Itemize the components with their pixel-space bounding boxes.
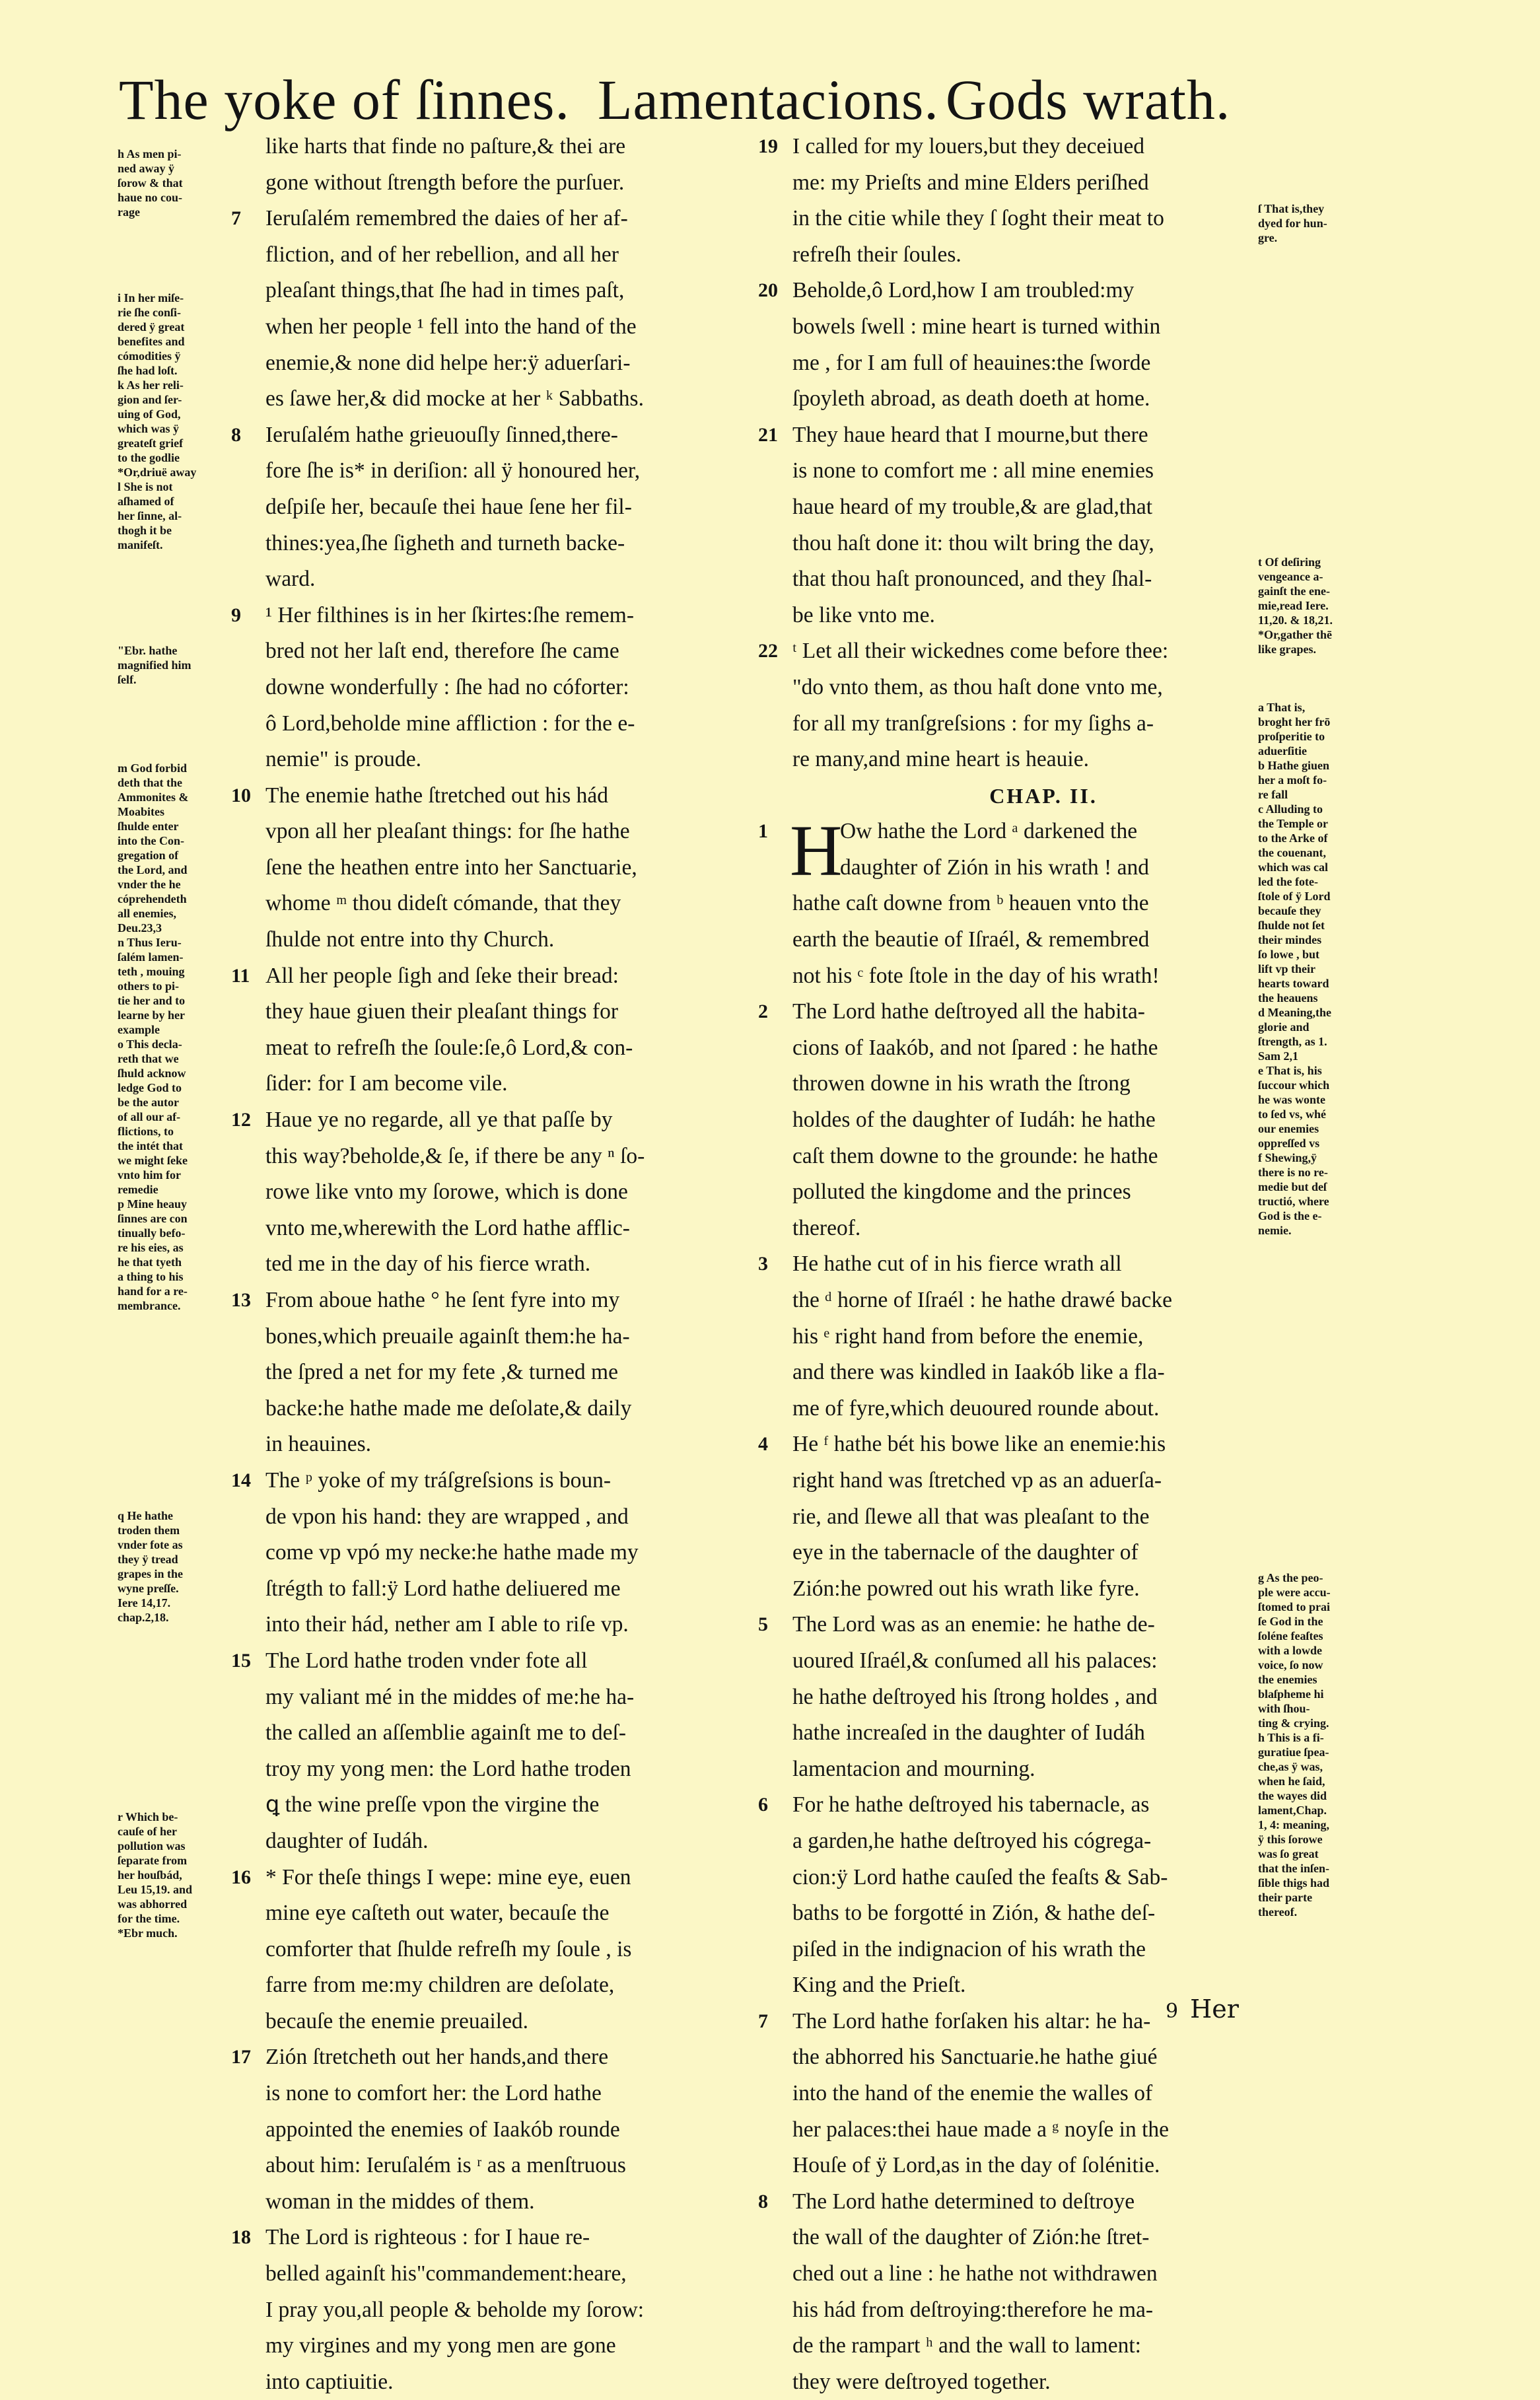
verse-number: 8 [231,423,241,446]
text-line [265,1535,764,1571]
line-text: lamentacion and mourning. [792,1756,1035,1781]
text-line [265,1355,764,1391]
running-head-left: The yoke of ſinnes. [119,68,570,131]
text-line [265,2256,764,2292]
text-line [265,273,764,309]
verse-number: 11 [231,964,250,987]
line-text: refreſh their ſoules. [792,242,962,267]
line-text: * For theſe things I wepe: mine eye, euen [265,1864,631,1889]
text-line [265,237,764,273]
right-column-verses-chapter-1 [758,129,1294,778]
verse-number: 15 [231,1649,251,1672]
text-line [265,1823,764,1860]
line-text: the called an aſſemblie againſt me to deſ- [265,1720,627,1746]
line-text: haue heard of my trouble,& are glad,that [792,494,1153,519]
text-line [792,345,1294,382]
text-line [758,994,1294,1030]
text-line [792,1679,1294,1716]
line-text: in the citie while they ſ ſoght their meat to [792,206,1164,231]
text-line [231,598,764,634]
verse-number: 8 [758,2190,768,2212]
line-text: the wall of the daughter of Zión:he ſtret- [792,2225,1150,2250]
line-text: into the hand of the enemie the walles of [792,2081,1153,2106]
line-text: troy my yong men: the Lord hathe troden [265,1756,631,1781]
verse-number: 16 [231,1866,251,1888]
line-text: comforter that ſhulde refreſh my ſoule , is [265,1936,632,1961]
text-line [792,1355,1294,1391]
line-text: bred not her laſt end, therefore ſhe came [265,639,619,664]
line-text: King and the Prieſt. [792,1973,966,1998]
text-line [758,1246,1294,1283]
text-line [265,814,764,850]
text-line [792,2328,1294,2364]
text-line [792,489,1294,526]
margin-note-left: m God forbid deth that the Ammonites & Moabites ſhulde enter into the Con- gregation of the Lord, and vnder the he cóprehendeth all enemies, Deu.23,3 n Thus Ieru- ſalém lamen- teth , mouing others to pi- tie her and to learne by her example o This decla- reth that we ſhuld acknow ledge God to be the autor of all our af- flictions, to the intét that we might ſeke vnto him for remedie p Mine heauy ſinnes are con tinually befo- re his eies, as he that tyeth a thing to his hand for a re- membrance. [118,761,189,1312]
text-line [265,1715,764,1751]
line-text: ꝗ the wine preſſe vpon the virgine the [265,1792,600,1818]
text-line [265,1967,764,2004]
text-line [231,1102,764,1139]
text-line [265,742,764,778]
line-text: cion:ÿ Lord hathe cauſed the feaſts & Sab- [792,1864,1168,1889]
line-text: caſt them downe to the grounde: he hathe [792,1143,1158,1168]
text-line [265,1679,764,1716]
line-text: eye in the tabernacle of the daughter of [792,1540,1138,1565]
line-text: hathe caſt downe from ᵇ heauen vnto the [792,891,1149,916]
text-line [792,1860,1294,1896]
line-text: Beholde,ô Lord,how I am troubled:my [792,278,1135,303]
line-text: earth the beautie of Iſraél, & remembred [792,927,1150,952]
text-line [265,2004,764,2040]
text-line [265,381,764,417]
line-text: I called for my louers,but they deceiued [792,134,1145,159]
line-text: he hathe deſtroyed his ſtrong holdes , and [792,1684,1158,1709]
text-line [265,309,764,345]
line-text: ᵗ Let all their wickednes come before thee: [792,639,1169,664]
text-line [792,1102,1294,1139]
line-text: thou haſt done it: thou wilt bring the day, [792,530,1154,555]
line-text: downe wonderfully : ſhe had no cóforter: [265,674,629,699]
line-text: es ſawe her,& did mocke at her ᵏ Sabbaths. [265,386,644,411]
text-line [792,526,1294,562]
line-text: The Lord hathe deſtroyed all the habita- [792,999,1145,1024]
line-text: into their hád, nether am I able to riſe vp. [265,1612,629,1637]
line-text: "do vnto them, as thou haſt done vnto me, [792,674,1163,699]
text-line [792,561,1294,598]
text-line [231,201,764,237]
text-line [792,1139,1294,1175]
line-text: into captiuitie. [265,2369,394,2394]
text-line [265,561,764,598]
text-line [265,1607,764,1643]
text-line [792,1319,1294,1355]
line-text: re many,and mine heart is heauie. [792,747,1089,772]
margin-note-right: a That is, broght her frō proſperitie to aduerſitie b Hathe giuen her a moſt fo- re fall c Alluding to the Temple or to the Arke of the couenant, which was cal led the fote- ſtole of ÿ Lord becauſe they ſhulde not ſet their mindes ſo lowe , but lift vp their hearts toward the heauens d Meaning,the glorie and ſtrength, as 1. Sam 2,1 e That is, his ſuccour which he was wonte to ſed vs, whé our enemies oppreſſed vs f Shewing,ÿ there is no re- medie but deſ tructió, where God is the e- nemie. [1258,701,1332,1237]
line-text: farre from me:my children are deſolate, [265,1973,615,1998]
line-text: ſhulde not entre into thy Church. [265,927,555,952]
line-text: woman in the middes of them. [265,2189,535,2214]
running-head-center: Lamentacions. [598,68,939,131]
line-text: me , for I am full of heauines:the ſworde [792,350,1151,375]
line-text: me of fyre,which deuoured rounde about. [792,1395,1160,1421]
verse-number: 14 [231,1469,251,1491]
text-line [265,1427,764,1463]
line-text: hathe increaſed in the daughter of Iudáh [792,1720,1145,1746]
verse-number: 3 [758,1253,768,1275]
text-line [792,1499,1294,1535]
text-line [792,1174,1294,1211]
line-text: uoured Iſraél,& conſumed all his palaces: [792,1648,1158,1673]
text-line [265,850,764,886]
catchword-number: 9 [1166,2000,1179,2023]
line-text: thines:yea,ſhe ſigheth and turneth backe- [265,530,625,555]
text-line [758,633,1294,670]
verse-number: 9 [231,604,241,626]
margin-note-left: i In her miſe- rie ſhe conſi- dered ÿ great benefites and cómodities ÿ ſhe had loſt. k As her reli- gion and ſer- uing of God, which was ÿ greateſt grief to the godlie *Or,driuë away l She is not aſhamed of her ſinne, al- thogh it be manifeſt. [118,291,197,551]
text-line [792,850,1294,886]
line-text: The Lord hathe determined to deſtroye [792,2189,1135,2214]
verse-number: 20 [758,279,778,302]
line-text: pleaſant things,that ſhe had in times paſt, [265,278,625,303]
line-text: rie, and ſlewe all that was pleaſant to the [792,1504,1150,1529]
text-line [231,958,764,995]
line-text: the ſpred a net for my fete ,& turned me [265,1360,618,1385]
running-head-right: Gods wrath. [946,68,1231,131]
line-text: They haue heard that I mourne,but there [792,422,1148,447]
line-text: vnto me,wherewith the Lord hathe afflic- [265,1215,630,1240]
line-text: ¹ Her filthines is in her ſkirtes:ſhe remem- [265,602,634,627]
line-text: ſtrégth to fall:ÿ Lord hathe deliuered me [265,1576,621,1601]
line-text: He hathe cut of in his fierce wrath all [792,1252,1122,1277]
text-line [792,2112,1294,2148]
text-line [792,2256,1294,2292]
line-text: holdes of the daughter of Iudáh: he hathe [792,1108,1156,1133]
text-line [265,1751,764,1788]
text-line [758,1427,1294,1463]
line-text: thereof. [792,1215,861,1240]
line-text: The Lord hathe forſaken his altar: he ha- [792,2008,1151,2033]
text-line [792,453,1294,489]
line-text: my valiant mé in the middes of me:he ha- [265,1684,635,1709]
line-text: daughter of Iudáh. [265,1828,429,1853]
margin-note-left: "Ebr. hathe magnified him ſelf. [118,644,192,686]
text-line [265,1932,764,1968]
verse-number: 7 [231,207,241,230]
text-line [792,1211,1294,1247]
line-text: a garden,he hathe deſtroyed his cógrega- [792,1828,1152,1853]
text-line [231,2039,764,2076]
text-line [231,417,764,454]
text-line [792,886,1294,922]
text-line [792,1895,1294,1932]
text-line [231,2220,764,2256]
line-text: fore ſhe is* in deriſion: all ÿ honoured her, [265,458,641,483]
verse-number: 12 [231,1109,251,1131]
margin-note-left: h As men pi- ned away ÿ ſorow & that haue no cou- rage [118,147,183,219]
verse-number: 1 [758,820,768,843]
text-line [792,706,1294,742]
line-text: piſed in the indignacion of his wrath the [792,1936,1146,1961]
text-line [265,1174,764,1211]
catchword-text: Her [1190,1994,1239,2024]
line-text: is none to comfort her: the Lord hathe [265,2081,602,2106]
text-line [792,598,1294,634]
line-text: when her people ¹ fell into the hand of the [265,314,637,339]
text-line [792,1535,1294,1571]
line-text: polluted the kingdome and the princes [792,1180,1131,1205]
text-line [265,2328,764,2364]
verse-number: 19 [758,135,778,157]
text-line [758,273,1294,309]
text-line [792,1463,1294,1499]
text-line [792,1030,1294,1067]
line-text: vpon all her pleaſant things: for ſhe hathe [265,819,630,844]
text-line [265,345,764,382]
text-line [792,201,1294,237]
line-text: rowe like vnto my ſorowe, which is done [265,1180,628,1205]
line-text: the abhorred his Sanctuarie.he hathe giué [792,2045,1158,2070]
text-line [792,1751,1294,1788]
line-text: ched out a line : he hathe not withdrawen [792,2261,1158,2286]
text-line [265,706,764,742]
line-text: The enemie hathe ſtretched out his hád [265,783,609,808]
line-text: appointed the enemies of Iaakób rounde [265,2117,620,2142]
chapter-heading: CHAP. II. [989,783,1098,808]
text-line [265,2292,764,2329]
line-text: fliction, and of her rebellion, and all her [265,242,619,267]
left-text-column [231,129,764,2400]
text-line [792,1391,1294,1427]
text-line [265,165,764,201]
line-text: bones,which preuaile againſt them:he ha- [265,1324,630,1349]
line-text: ward. [265,567,316,592]
text-line [265,922,764,958]
text-line [265,2076,764,2112]
line-text: nemie" is proude. [265,747,422,772]
text-line [265,1139,764,1175]
text-line [792,1932,1294,1968]
line-text: ted me in the day of his fierce wrath. [265,1252,591,1277]
line-text: deſpiſe her, becauſe thei haue ſene her fil- [265,494,632,519]
text-line [758,814,1294,850]
text-line [758,417,1294,454]
line-text: Zión:he powred out his wrath like fyre. [792,1576,1140,1601]
line-text: enemie,& none did helpe her:ÿ aduerſari- [265,350,631,375]
line-text: The ᵖ yoke of my tráſgreſsions is boun- [265,1467,612,1493]
text-line [792,2039,1294,2076]
verse-number: 10 [231,784,251,806]
text-line [792,2364,1294,2400]
line-text: de the rampart ʰ and the wall to lament: [792,2333,1141,2358]
text-line [792,742,1294,778]
right-text-column [758,129,1294,2400]
margin-note-left: r Which be- cauſe of her pollution was ſeparate from her houſbád, Leu 15,19. and was abhorred for the time. *Ebr much. [118,1810,193,1940]
line-text: ô Lord,beholde mine affliction : for the e- [265,711,635,736]
line-text: his hád from deſtroying:therefore he ma- [792,2297,1154,2322]
line-text: bowels ſwell : mine heart is turned within [792,314,1161,339]
line-text: becauſe the enemie preuailed. [265,2008,529,2033]
line-text: not his ᶜ fote ſtole in the day of his wrath! [792,963,1160,988]
line-text: this way?beholde,& ſe, if there be any ⁿ ſo- [265,1143,645,1168]
line-text: whome ᵐ thou dideſt cómande, that they [265,891,621,916]
line-text: The Lord is righteous : for I haue re- [265,2225,590,2250]
line-text: mine eye caſteth out water, becauſe the [265,1901,610,1926]
line-text: Ow hathe the Lord ᵃ darkened the [840,819,1138,844]
line-text: for all my tranſgreſsions : for my ſighs a- [792,711,1154,736]
line-text: baths to be forgotté in Zión, & hathe deſ- [792,1901,1156,1926]
text-line [265,994,764,1030]
text-line [792,922,1294,958]
verse-number: 2 [758,1001,768,1023]
text-line [758,1607,1294,1643]
right-column-verses-chapter-2 [758,810,1294,2400]
margin-note-right: ſ That is,they dyed for hun- gre. [1258,202,1327,244]
text-line [792,2220,1294,2256]
text-line [265,2184,764,2220]
text-line [265,2148,764,2184]
line-text: they haue giuen their pleaſant things for [265,999,618,1024]
line-text: ſene the heathen entre into her Sanctuarie, [265,855,637,880]
text-line [265,1066,764,1102]
text-line [265,1391,764,1427]
text-line [792,670,1294,706]
text-line [792,2292,1294,2329]
line-text: From aboue hathe ° he ſent fyre into my [265,1288,620,1312]
text-line [265,1030,764,1067]
text-line [792,1283,1294,1319]
text-line [231,778,764,814]
text-line [265,633,764,670]
text-line [792,309,1294,345]
text-line [792,1823,1294,1860]
line-text: they were deſtroyed together. [792,2369,1051,2394]
line-text: Zión ſtretcheth out her hands,and there [265,2045,609,2070]
line-text: cions of Iaakób, and not ſpared : he hathe [792,1035,1158,1060]
text-line [792,381,1294,417]
text-line [231,1463,764,1499]
verse-number: 13 [231,1289,251,1311]
text-line [265,526,764,562]
line-text: his ᵉ right hand from before the enemie, [792,1324,1144,1349]
line-text: belled againſt his"commandement:heare, [265,2261,627,2286]
text-line [792,1643,1294,1679]
margin-note-right: t Of deſiring vengeance a- gainſt the ene- mie,read Iere. 11,20. & 18,21. *Or,gather thē like grapes. [1258,555,1333,656]
text-line [265,489,764,526]
line-text: be like vnto me. [792,602,935,627]
verse-number: 6 [758,1794,768,1816]
line-text: The Lord was as an enemie: he hathe de- [792,1612,1155,1637]
line-text: I pray you,all people & beholde my ſorow: [265,2297,645,2322]
verse-number: 4 [758,1433,768,1456]
text-line [265,2112,764,2148]
text-line [758,2184,1294,2220]
line-text: about him: Ieruſalém is ʳ as a menſtruous [265,2153,626,2178]
text-line [792,2148,1294,2184]
verse-number: 18 [231,2226,251,2249]
line-text: All her people ſigh and ſeke their bread: [265,963,619,988]
line-text: like harts that finde no paſture,& thei are [265,134,626,159]
line-text: meat to refreſh the ſoule:ſe,ô Lord,& con- [265,1035,633,1060]
line-text: is none to comfort me : all mine enemies [792,458,1154,483]
text-line [265,1499,764,1535]
text-line [792,237,1294,273]
line-text: backe:he hathe made me deſolate,& daily [265,1395,632,1421]
text-line [792,1571,1294,1607]
text-line [758,129,1294,165]
text-line [265,670,764,706]
line-text: He ᶠ hathe bét his bowe like an enemie:his [792,1432,1166,1457]
verse-number: 22 [758,640,778,662]
line-text: that thou haſt pronounced, and they ſhal- [792,567,1152,592]
text-line [758,1787,1294,1823]
text-line [265,1246,764,1283]
line-text: throwen downe in his wrath the ſtrong [792,1071,1131,1096]
text-line [792,165,1294,201]
text-line [231,1860,764,1896]
line-text: For he hathe deſtroyed his tabernacle, as [792,1792,1150,1818]
text-line [265,1787,764,1823]
line-text: ſider: for I am become vile. [265,1071,508,1096]
text-line [792,958,1294,995]
margin-note-right: g As the peo- ple were accu- ſtomed to prai ſe God in the ſoléne feaſtes with a lowde voice, ſo now the enemies blaſpheme hi with ſhou- ting & crying. h This is a fi- guratiue ſpea- che,as ÿ was, when he ſaid, the wayes did lament,Chap. 1, 4: meaning, ÿ this ſorowe was ſo great that the inſen- ſible thigs had their parte thereof. [1258,1571,1331,1919]
line-text: right hand was ſtretched vp as an aduerſa- [792,1467,1162,1493]
text-line [265,1319,764,1355]
text-line [231,1643,764,1679]
text-line [792,1715,1294,1751]
line-text: Haue ye no regarde, all ye that paſſe by [265,1108,613,1133]
text-line [265,1895,764,1932]
line-text: in heauines. [265,1432,372,1457]
text-line [792,1066,1294,1102]
text-line [265,453,764,489]
text-line [265,2364,764,2400]
text-line [265,129,764,165]
text-line [231,1283,764,1319]
line-text: gone without ſtrength before the purſuer. [265,170,625,195]
line-text: Ieruſalém remembred the daies of her af- [265,206,628,231]
verse-number: 5 [758,1613,768,1636]
line-text: ſpoyleth abroad, as death doeth at home. [792,386,1150,411]
line-text: The Lord hathe troden vnder fote all [265,1648,588,1673]
text-line [792,2076,1294,2112]
drop-cap: H [790,810,843,892]
line-text: come vp vpó my necke:he hathe made my [265,1540,639,1565]
verse-number: 17 [231,2046,251,2068]
line-text: the ᵈ horne of Iſraél : he hathe drawé backe [792,1288,1172,1312]
line-text: de vpon his hand: they are wrapped , and [265,1504,629,1529]
text-line [265,886,764,922]
line-text: Houſe of ÿ Lord,as in the day of ſolénitie. [792,2153,1160,2178]
verse-number: 21 [758,423,778,446]
verse-number: 7 [758,2010,768,2032]
line-text: Ieruſalém hathe grieuouſly ſinned,there- [265,422,618,447]
text-line [265,1571,764,1607]
line-text: my virgines and my yong men are gone [265,2333,616,2358]
text-line [265,1211,764,1247]
margin-note-left: q He hathe troden them vnder fote as they ÿ tread grapes in the wyne preſſe. Iere 14,17. chap.2,18. [118,1509,183,1624]
line-text: and there was kindled in Iaakób like a fla- [792,1360,1165,1385]
catchword [1166,1994,1239,2024]
line-text: me: my Prieſts and mine Elders periſhed [792,170,1149,195]
line-text: daughter of Zión in his wrath ! and [840,855,1149,880]
line-text: her palaces:thei haue made a ᵍ noyſe in the [792,2117,1170,2142]
